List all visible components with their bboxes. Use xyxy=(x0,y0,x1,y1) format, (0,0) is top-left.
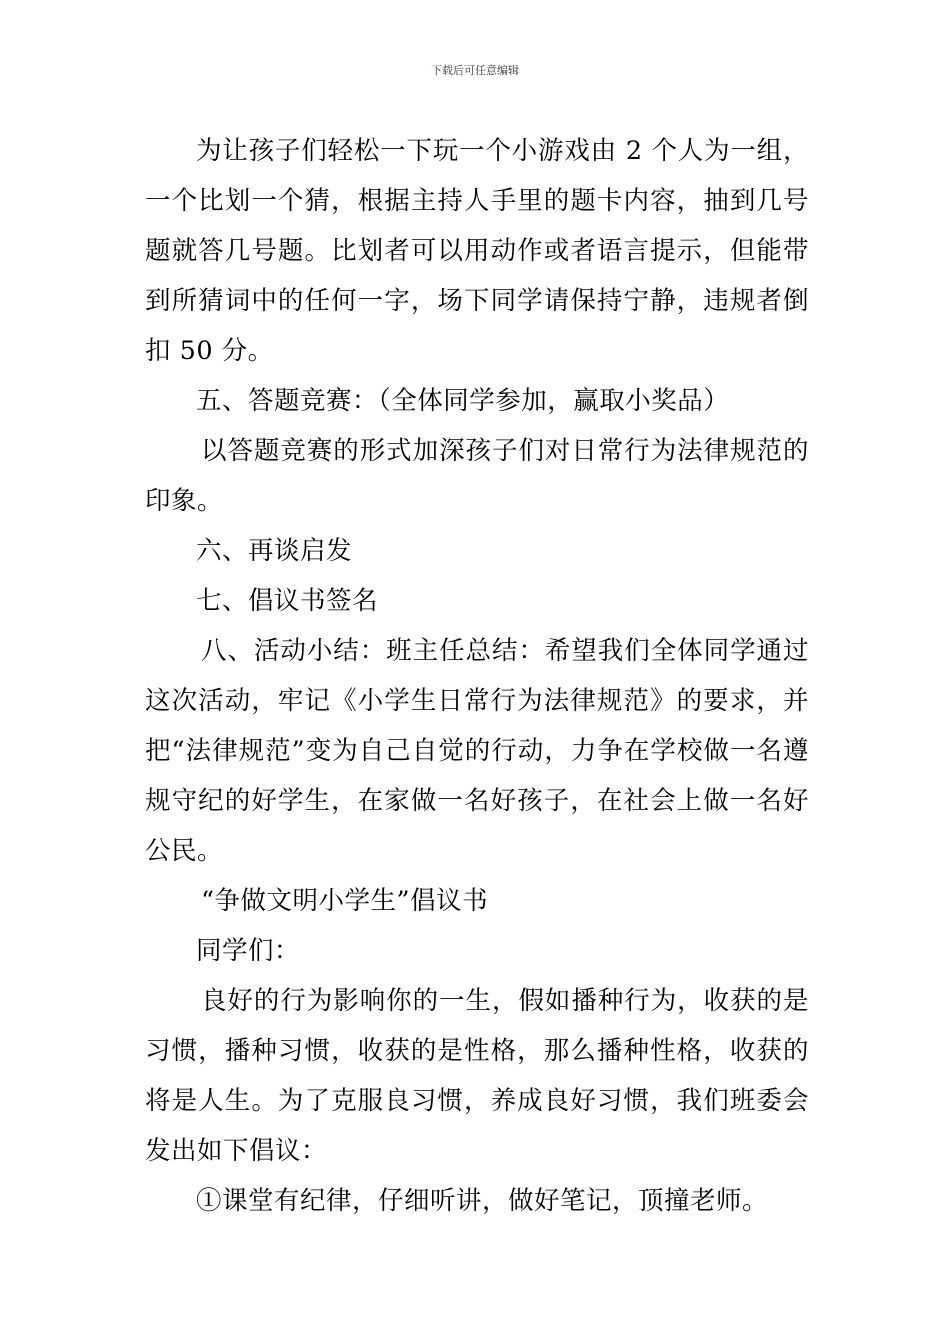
proposal-item-1: ①课堂有纪律，仔细听讲，做好笔记，顶撞老师。 xyxy=(196,1186,769,1216)
section-heading-signature: 七、倡议书签名 xyxy=(196,586,379,616)
paragraph-proposal-intro: 良好的行为影响你的一生，假如播种行为，收获的是习惯，播种习惯，收获的是性格，那么播种性格，收获的将是人生。为了克服良习惯，养成良好习惯，我们班委会发出如下倡议： xyxy=(145,986,809,1166)
document-body xyxy=(145,126,809,1226)
paragraph-game-rules: 为让孩子们轻松一下玩一个小游戏由 2 个人为一组，一个比划一个猜，根据主持人手里的题卡内容，抽到几号题就答几号题。比划者可以用动作或者语言提示，但能带到所猜词中的任何一字，场下同学请保持宁静，违规者倒扣 50 分。 xyxy=(145,136,809,366)
paragraph-quiz-purpose: 以答题竞赛的形式加深孩子们对日常行为法律规范的印象。 xyxy=(145,436,809,516)
page-header: 下载后可任意编辑 xyxy=(431,64,519,77)
paragraph-summary: 八、活动小结：班主任总结：希望我们全体同学通过这次活动，牢记《小学生日常行为法律规范》的要求，并把“法律规范”变为自己自觉的行动，力争在学校做一名遵规守纪的好学生，在家做一名好孩子，在社会上做一名好公民。 xyxy=(145,636,809,866)
proposal-title: “争做文明小学生”倡议书 xyxy=(201,886,489,916)
proposal-salutation: 同学们： xyxy=(196,936,301,966)
section-heading-inspiration: 六、再谈启发 xyxy=(196,536,353,566)
section-heading-quiz: 五、答题竞赛：（全体同学参加，赢取小奖品） xyxy=(196,386,730,416)
